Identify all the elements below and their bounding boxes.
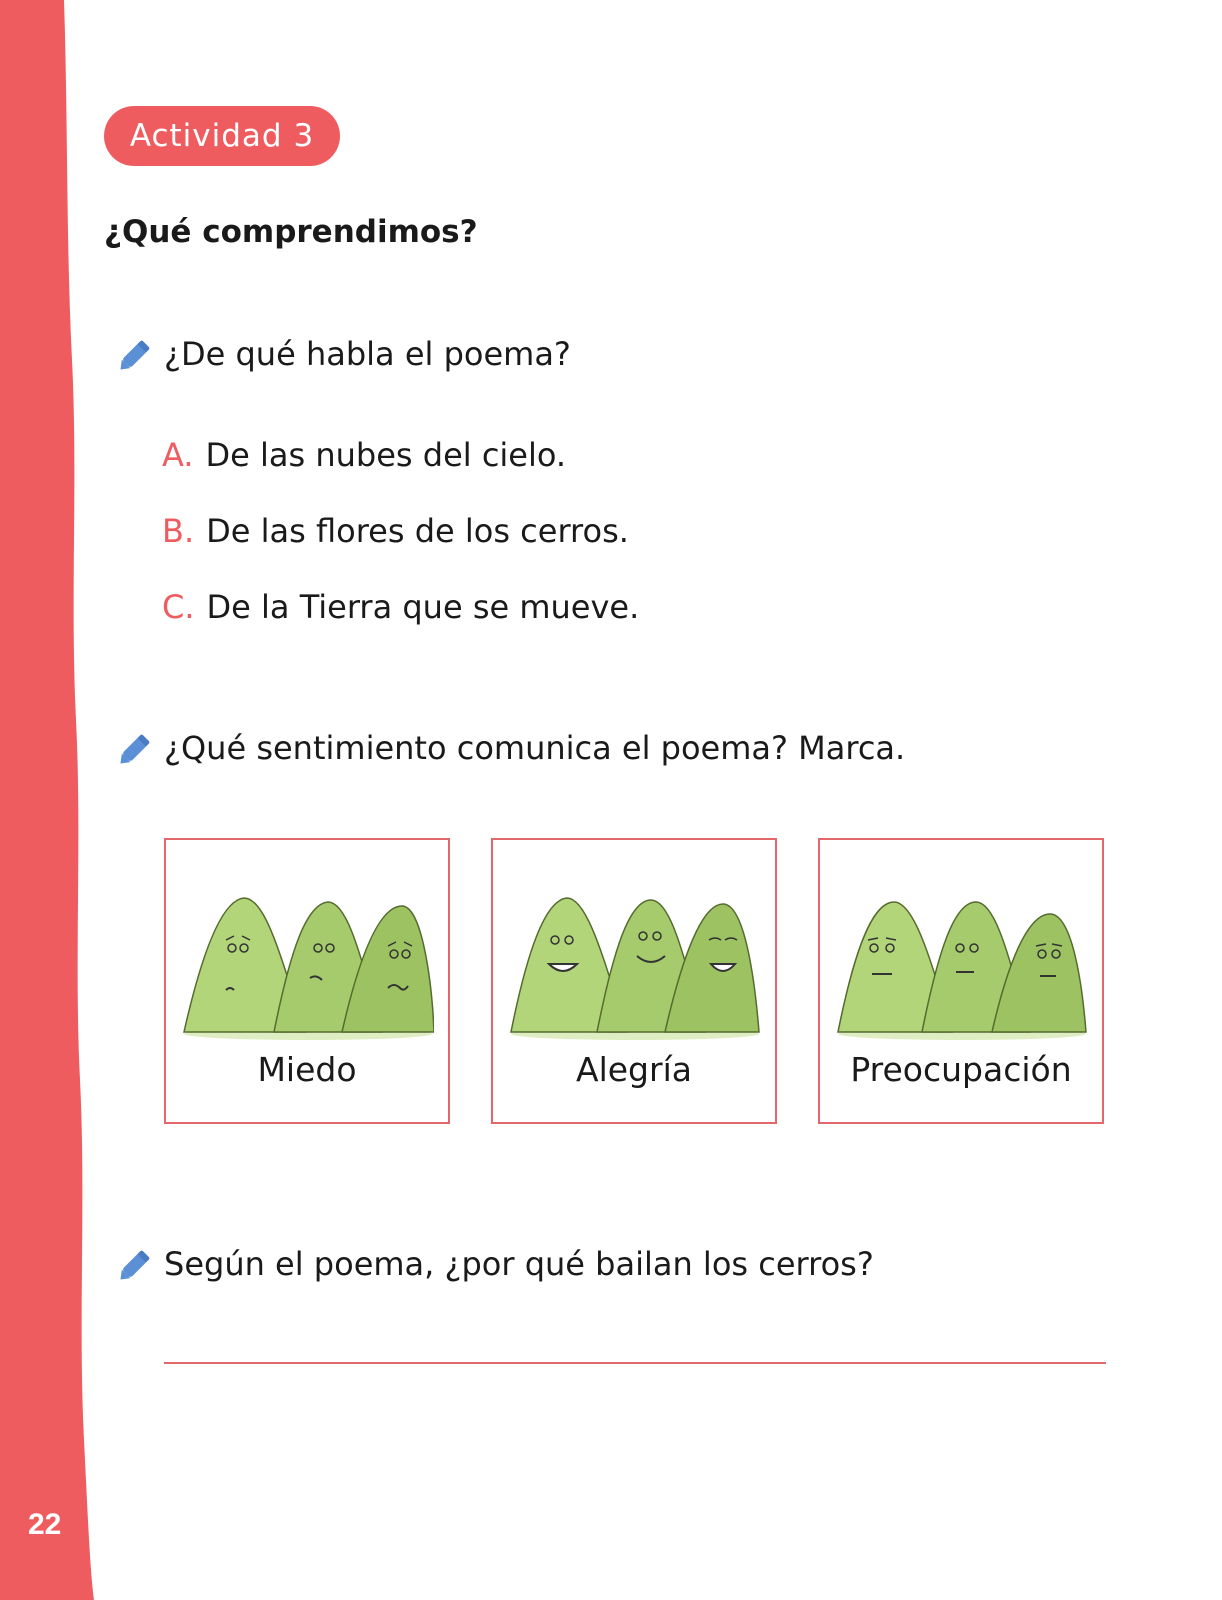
option-b-letter: B.: [162, 512, 195, 550]
option-a-text: De las nubes del cielo.: [205, 436, 567, 474]
smiling-hills-illustration: [509, 892, 761, 1042]
page-number: 22: [28, 1508, 62, 1541]
feeling-label-joy: Alegría: [576, 1050, 692, 1089]
option-b[interactable]: [162, 512, 629, 550]
question-3: [116, 1244, 874, 1284]
option-b-text: De las flores de los cerros.: [206, 512, 629, 550]
option-c-text: De la Tierra que se mueve.: [206, 588, 640, 626]
feeling-label-concern: Preocupación: [850, 1050, 1072, 1089]
feeling-card-concern[interactable]: [818, 838, 1104, 1124]
question-1-text: ¿De qué habla el poema?: [164, 335, 571, 373]
concerned-hills-illustration: [836, 892, 1088, 1042]
worried-hills-illustration: [182, 892, 434, 1042]
question-3-text: Según el poema, ¿por qué bailan los cerros?: [164, 1245, 874, 1283]
pencil-icon: [116, 1244, 156, 1284]
feeling-card-fear[interactable]: [164, 838, 450, 1124]
answer-line[interactable]: [164, 1362, 1106, 1364]
option-c-letter: C.: [162, 588, 195, 626]
option-c[interactable]: [162, 588, 639, 626]
option-a-letter: A.: [162, 436, 194, 474]
side-band: [0, 0, 110, 1600]
option-a[interactable]: [162, 436, 566, 474]
activity-badge: Actividad 3: [104, 106, 340, 166]
pencil-icon: [116, 334, 156, 374]
feeling-label-fear: Miedo: [257, 1050, 357, 1089]
section-title: ¿Qué comprendimos?: [104, 214, 478, 250]
question-2-text: ¿Qué sentimiento comunica el poema? Marca.: [164, 729, 906, 767]
question-1: [116, 334, 571, 374]
pencil-icon: [116, 728, 156, 768]
question-2: [116, 728, 905, 768]
feeling-card-joy[interactable]: [491, 838, 777, 1124]
